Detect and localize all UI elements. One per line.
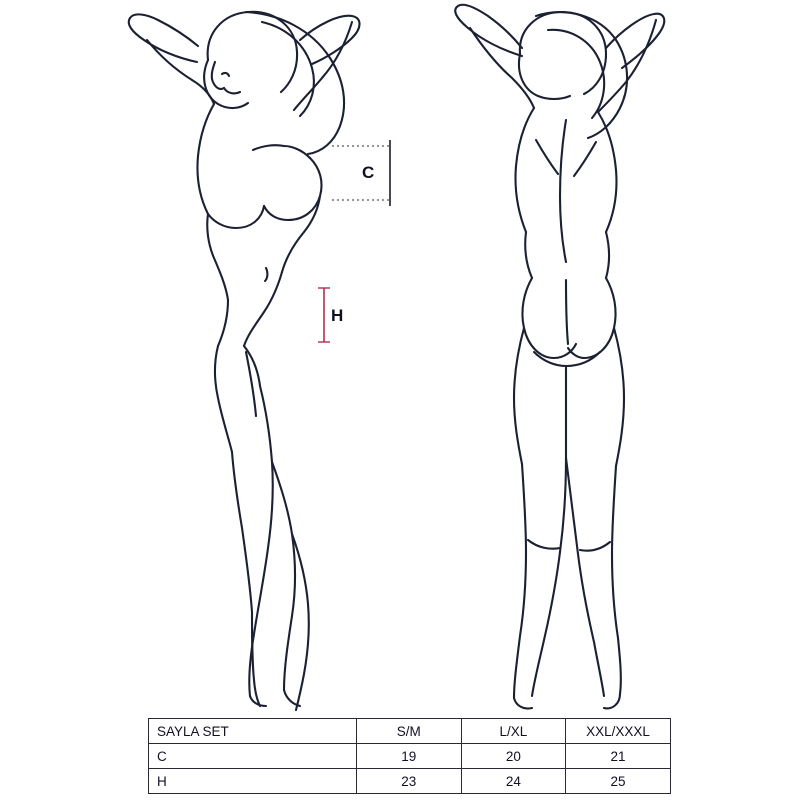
front-figure bbox=[129, 12, 360, 710]
size-table-container bbox=[148, 718, 670, 794]
table-row bbox=[149, 769, 671, 794]
table-header-row bbox=[149, 719, 671, 744]
size-header-sm: S/M bbox=[357, 719, 462, 744]
cell-h-sm: 23 bbox=[357, 769, 462, 794]
cell-h-xxl: 25 bbox=[566, 769, 671, 794]
cell-c-lxl: 20 bbox=[461, 744, 566, 769]
size-header-xxl: XXL/XXXL bbox=[566, 719, 671, 744]
chest-measure-label: C bbox=[362, 163, 375, 182]
product-name-cell: SAYLA SET bbox=[149, 719, 357, 744]
cell-h-lxl: 24 bbox=[461, 769, 566, 794]
size-table bbox=[148, 718, 671, 794]
row-label-h: H bbox=[149, 769, 357, 794]
cell-c-sm: 19 bbox=[357, 744, 462, 769]
table-row bbox=[149, 744, 671, 769]
row-label-c: C bbox=[149, 744, 357, 769]
cell-c-xxl: 21 bbox=[566, 744, 671, 769]
size-header-lxl: L/XL bbox=[461, 719, 566, 744]
hip-measure-label: H bbox=[331, 306, 344, 325]
hip-measure-marker bbox=[318, 288, 330, 342]
back-figure bbox=[455, 5, 664, 709]
